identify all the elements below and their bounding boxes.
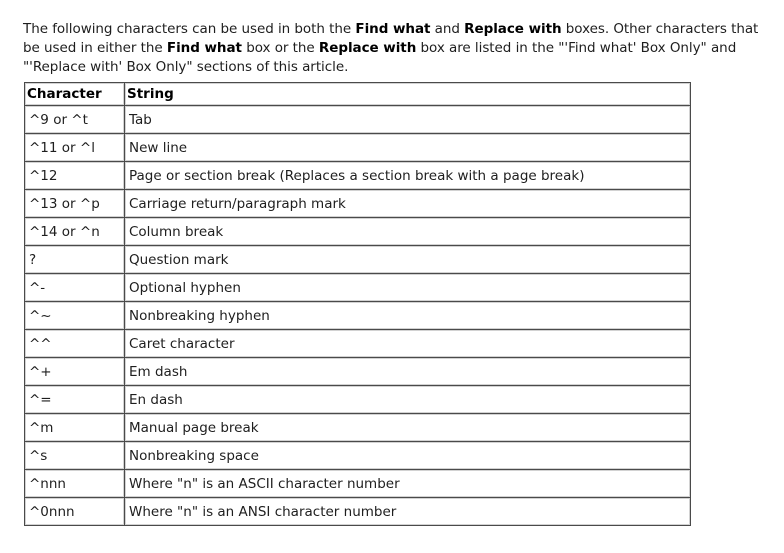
character-cell: ^=	[25, 386, 125, 414]
character-cell: ^+	[25, 358, 125, 386]
intro-text-3: boxes. Other characters that be used in either the	[23, 20, 759, 56]
character-cell: ?	[25, 246, 125, 274]
table-row	[25, 386, 691, 414]
string-cell: Nonbreaking space	[125, 442, 691, 470]
table-row	[25, 162, 691, 190]
intro-text-2: and	[430, 20, 465, 37]
special-characters-table	[24, 82, 691, 526]
header-string: String	[125, 83, 691, 106]
table-row	[25, 106, 691, 134]
find-what-label-1: Find what	[355, 20, 431, 37]
replace-with-label-2: Replace with	[318, 39, 417, 56]
find-what-label-2: Find what	[166, 39, 242, 56]
string-cell: Page or section break (Replaces a section break with a page break)	[125, 162, 691, 190]
table-row	[25, 274, 691, 302]
header-character: Character	[25, 83, 125, 106]
character-cell: ^13 or ^p	[25, 190, 125, 218]
string-cell: Question mark	[125, 246, 691, 274]
string-cell: Nonbreaking hyphen	[125, 302, 691, 330]
table-row	[25, 414, 691, 442]
character-cell: ^0nnn	[25, 498, 125, 526]
character-cell: ^14 or ^n	[25, 218, 125, 246]
string-cell: Em dash	[125, 358, 691, 386]
table-row	[25, 470, 691, 498]
table-row	[25, 498, 691, 526]
table-body	[25, 106, 691, 526]
string-cell: Carriage return/paragraph mark	[125, 190, 691, 218]
intro-text-4: box or the	[241, 39, 319, 56]
character-cell: ^m	[25, 414, 125, 442]
string-cell: Caret character	[125, 330, 691, 358]
string-cell: En dash	[125, 386, 691, 414]
string-cell: Column break	[125, 218, 691, 246]
table-row	[25, 330, 691, 358]
string-cell: Optional hyphen	[125, 274, 691, 302]
intro-text-1: The following characters can be used in both the	[23, 20, 356, 37]
character-cell: ^~	[25, 302, 125, 330]
intro-paragraph	[23, 20, 763, 77]
character-cell: ^^	[25, 330, 125, 358]
string-cell: Where "n" is an ASCII character number	[125, 470, 691, 498]
intro-text-5: box are listed in the "'Find what' Box Only" and "'Replace with' Box Only" sections of this article.	[23, 39, 737, 75]
string-cell: Where "n" is an ANSI character number	[125, 498, 691, 526]
table-row	[25, 358, 691, 386]
character-cell: ^s	[25, 442, 125, 470]
character-cell: ^9 or ^t	[25, 106, 125, 134]
string-cell: Manual page break	[125, 414, 691, 442]
table-row	[25, 246, 691, 274]
table-row	[25, 134, 691, 162]
character-cell: ^nnn	[25, 470, 125, 498]
table-row	[25, 218, 691, 246]
string-cell: New line	[125, 134, 691, 162]
table-row	[25, 302, 691, 330]
table-row	[25, 190, 691, 218]
character-cell: ^-	[25, 274, 125, 302]
string-cell: Tab	[125, 106, 691, 134]
replace-with-label-1: Replace with	[464, 20, 562, 37]
character-cell: ^12	[25, 162, 125, 190]
table-row	[25, 442, 691, 470]
table-header-row	[25, 83, 691, 106]
character-cell: ^11 or ^l	[25, 134, 125, 162]
